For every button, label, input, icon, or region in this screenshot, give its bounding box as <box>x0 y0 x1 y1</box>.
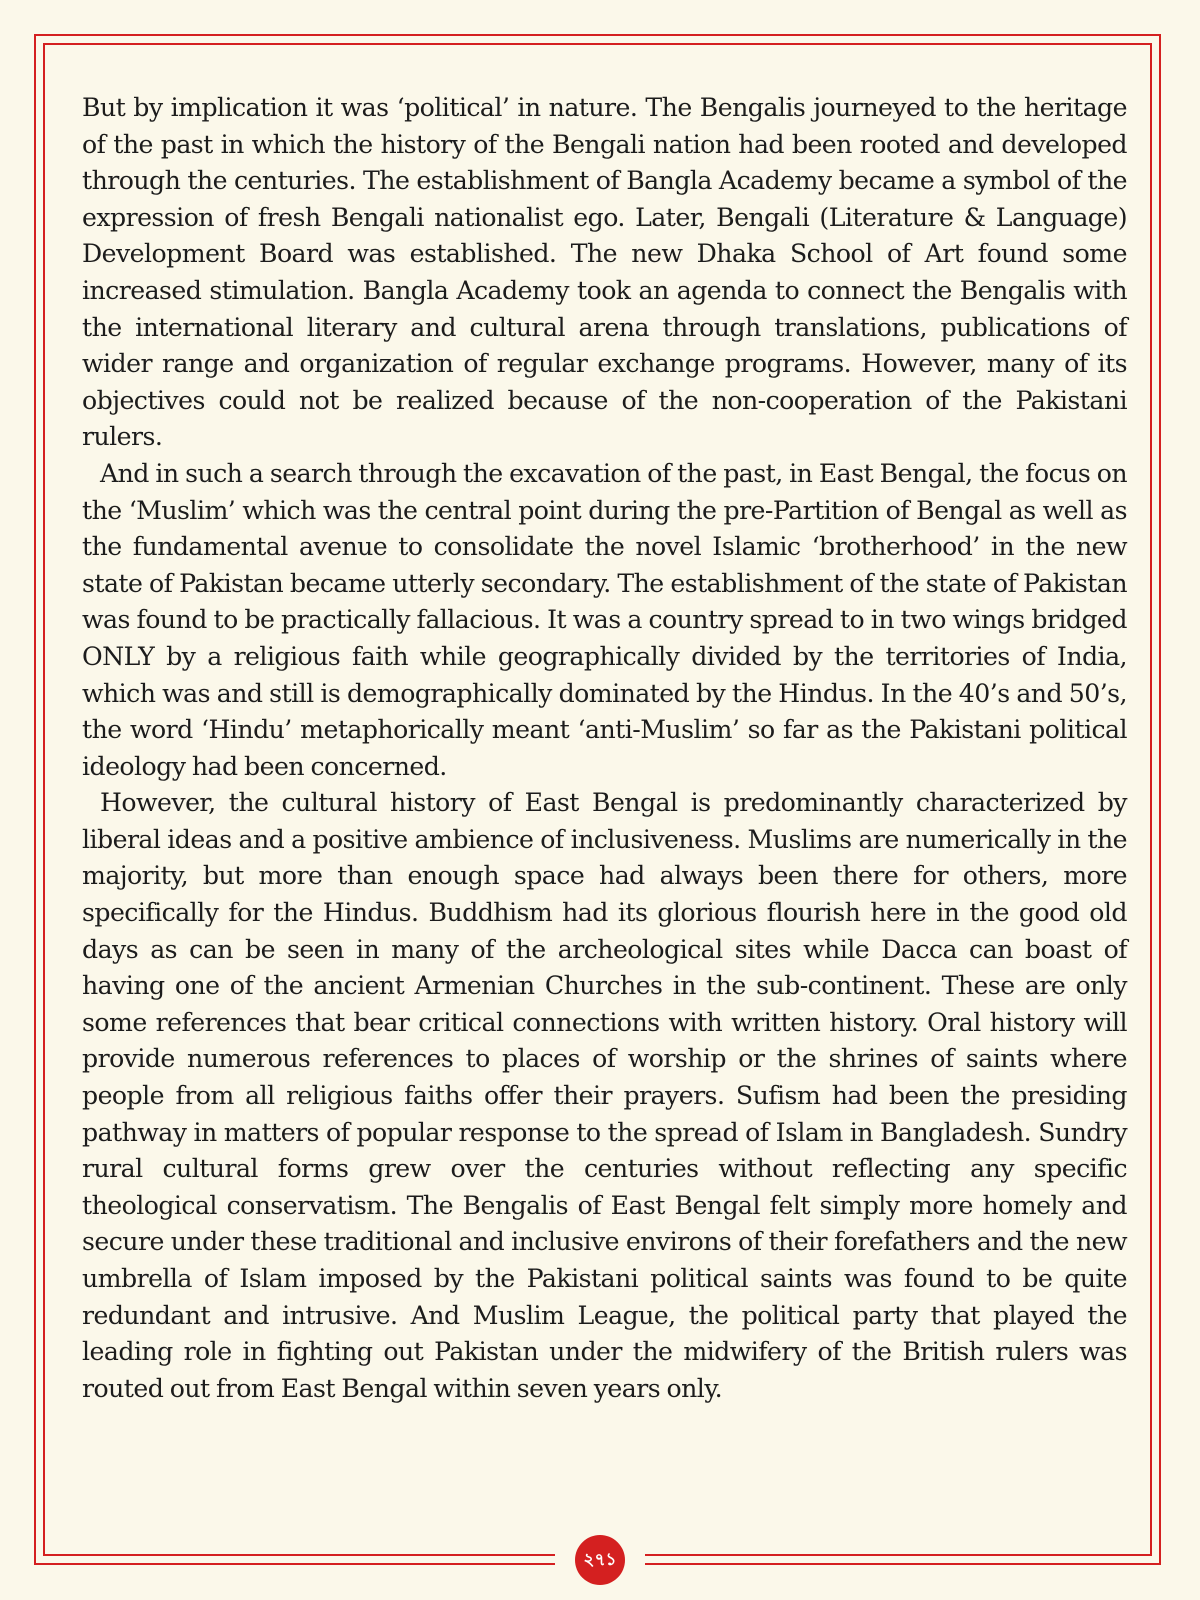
paragraph-2: And in such a search through the excavation of the past, in East Bengal, the focus on the ‘Muslim’ which was the central point during the pre-Partition of Bengal as well as the fundamental avenue to consolidate the novel Islamic ‘brotherhood’ in the new state of Pakistan became utterly secondary. The establishment of the state of Pakistan was found to be practically fallacious. It was a country spread to in two wings bridged ONLY by a religious faith while geographically divided by the territories of India, which was and still is demographically dominated by the Hindus. In the 40’s and 50’s, the word ‘Hindu’ metaphorically meant ‘anti-Muslim’ so far as the Pakistani political ideology had been concerned. <box>82 458 1127 781</box>
paragraph-3: However, the cultural history of East Bengal is predominantly characterized by liberal ideas and a positive ambience of inclusiveness. Muslims are numerically in the majority, but more than enough space had always been there for others, more specifically for the Hindus. Buddhism had its glorious flourish here in the good old days as can be seen in many of the archeological sites while Dacca can boast of having one of the ancient Armenian Churches in the sub-continent. These are only some references that bear critical connections with written history. Oral history will provide numerous references to places of worship or the shrines of saints where people from all religious faiths offer their prayers. Sufism had been the presiding pathway in matters of popular response to the spread of Islam in Bangladesh. Sundry rural cultural forms grew over the centuries without reflecting any specific theological conservatism. The Bengalis of East Bengal felt simply more homely and secure under these traditional and inclusive environs of their forefathers and the new umbrella of Islam imposed by the Pakistani political saints was found to be quite redundant and intrusive. And Muslim League, the political party that played the leading role in fighting out Pakistan under the midwifery of the British rulers was routed out from East Bengal within seven years only. <box>82 788 1127 1403</box>
body-text <box>82 90 1127 1407</box>
paragraph-1: But by implication it was ‘political’ in nature. The Bengalis journeyed to the heritage of the past in which the history of the Bengali nation had been rooted and developed through the centuries. The establishment of Bangla Academy became a symbol of the expression of fresh Bengali nationalist ego. Later, Bengali (Literature & Language) Development Board was established. The new Dhaka School of Art found some increased stimulation. Bangla Academy took an agenda to connect the Bengalis with the international literary and cultural arena through translations, publications of wider range and organization of regular exchange programs. However, many of its objectives could not be realized because of the non-cooperation of the Pakistani rulers. <box>82 93 1127 452</box>
page-number-badge: ২৭১ <box>575 1535 625 1585</box>
